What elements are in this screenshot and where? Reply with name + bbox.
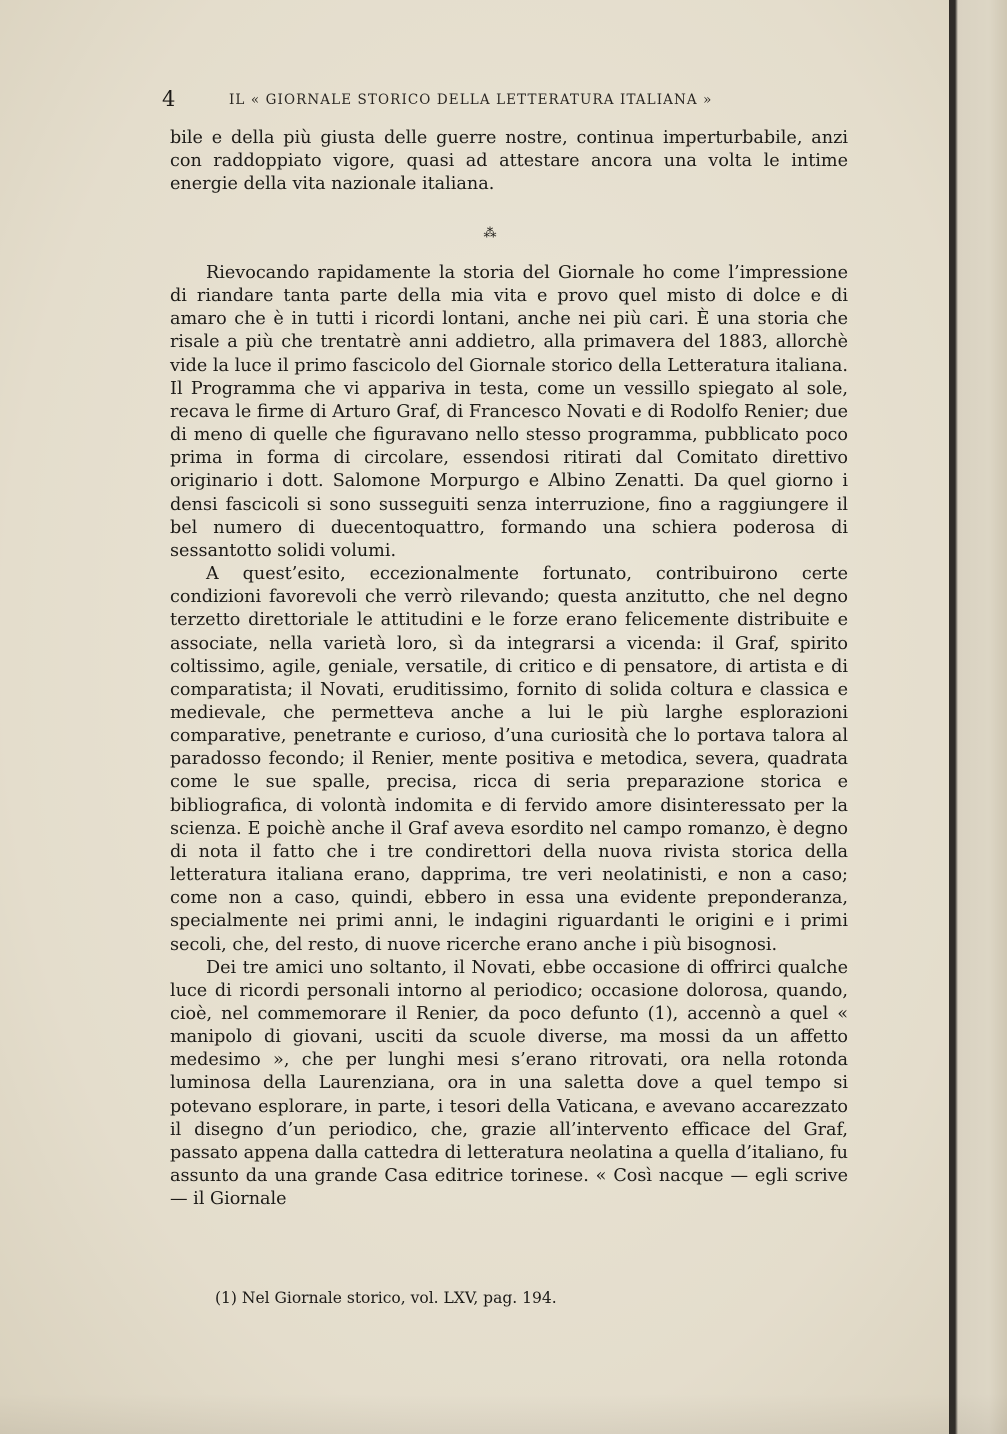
paragraph-3: A quest’esito, eccezionalmente fortunato, contribuirono certe condizioni favorevoli che verrò rilevando; questa anzitutto, che nel degno terzetto direttoriale le attitudini e le forze erano felicemente distribuite e associate, nella varietà loro, sì da integrarsi a vicenda: il Graf, spirito coltissimo, agile, geniale, versatile, di critico e di pensatore, di artista e di comparatista; il Novati, eruditissimo, fornito di solida coltura e classica e medievale, che permetteva anche a lui le più larghe esplorazioni comparative, penetrante e curioso, d’una curiosità che lo portava talora al paradosso fecondo; il Renier, mente positiva e metodica, severa, quadrata come le sue spalle, precisa, ricca di seria preparazione storica e bibliografica, di volontà indomita e di fervido amore disinteressato per la scienza. E poichè anche il Graf aveva esordito nel campo romanzo, è degno di nota il fatto che i tre condirettori della nuova rivista storica della letteratura italiana erano, dapprima, tre veri neolatinisti, e non a caso; come non a caso, quindi, ebbero in essa una evidente preponderanza, specialmente nei primi anni, le indagini riguardanti le origini e i primi secoli, che, del resto, di nuove ricerche erano anche i più bisognosi.: [170, 564, 848, 955]
running-head: IL « GIORNALE STORICO DELLA LETTERATURA ITALIANA »: [229, 92, 713, 108]
paragraph-1: bile e della più giusta delle guerre nostre, continua imperturbabile, anzi con raddoppiato vigore, quasi ad attestare ancora una volta le intime energie della vita nazionale italiana.: [170, 128, 848, 195]
book-gutter-edge: [949, 0, 1007, 1434]
paragraph-2: Rievocando rapidamente la storia del Giornale ho come l’impressione di riandare tanta parte della mia vita e provo quel misto di dolce e di amaro che è in tutti i ricordi lontani, anche nei più cari. È una storia che risale a più che trentatrè anni addietro, alla primavera del 1883, allorchè vide la luce il primo fascicolo del Giornale storico della Letteratura italiana. Il Programma che vi appariva in testa, come un vessillo spiegato al sole, recava le firme di Arturo Graf, di Francesco Novati e di Rodolfo Renier; due di meno di quelle che figuravano nello stesso programma, pubblicato poco prima in forma di circolare, essendosi ritirati dal Comitato direttivo originario i dott. Salomone Morpurgo e Albino Zenatti. Da quel giorno i densi fascicoli si sono susseguiti senza interruzione, fino a raggiungere il bel numero di duecentoquattro, formando una schiera poderosa di sessantotto solidi volumi.: [170, 263, 848, 561]
section-asterism: ⁂: [483, 226, 497, 241]
footnote: (1) Nel Giornale storico, vol. LXV, pag. 194.: [215, 1289, 557, 1307]
main-text-block: [170, 262, 848, 1211]
paragraph-4: Dei tre amici uno soltanto, il Novati, ebbe occasione di offrirci qualche luce di ricordi personali intorno al periodico; occasione dolorosa, quando, cioè, nel commemorare il Renier, da poco defunto (1), accennò a quel « manipolo di giovani, usciti da scuole diverse, ma mossi da un affetto medesimo », che per lunghi mesi s’erano ritrovati, ora nella rotonda luminosa della Laurenziana, ora in una saletta dove a quel tempo si potevano esplorare, in parte, i tesori della Vaticana, e avevano accarezzato il disegno d’un periodico, che, grazie all’intervento efficace del Graf, passato appena dalla cattedra di letteratura neolatina a quella d’italiano, fu assunto da una grande Casa editrice torinese. « Così nacque — egli scrive — il Giornale: [170, 957, 848, 1210]
page-shadow: [0, 1394, 1007, 1434]
page-header: [162, 86, 862, 112]
page-number: 4: [162, 87, 176, 111]
paragraph-1-block: [170, 127, 848, 196]
